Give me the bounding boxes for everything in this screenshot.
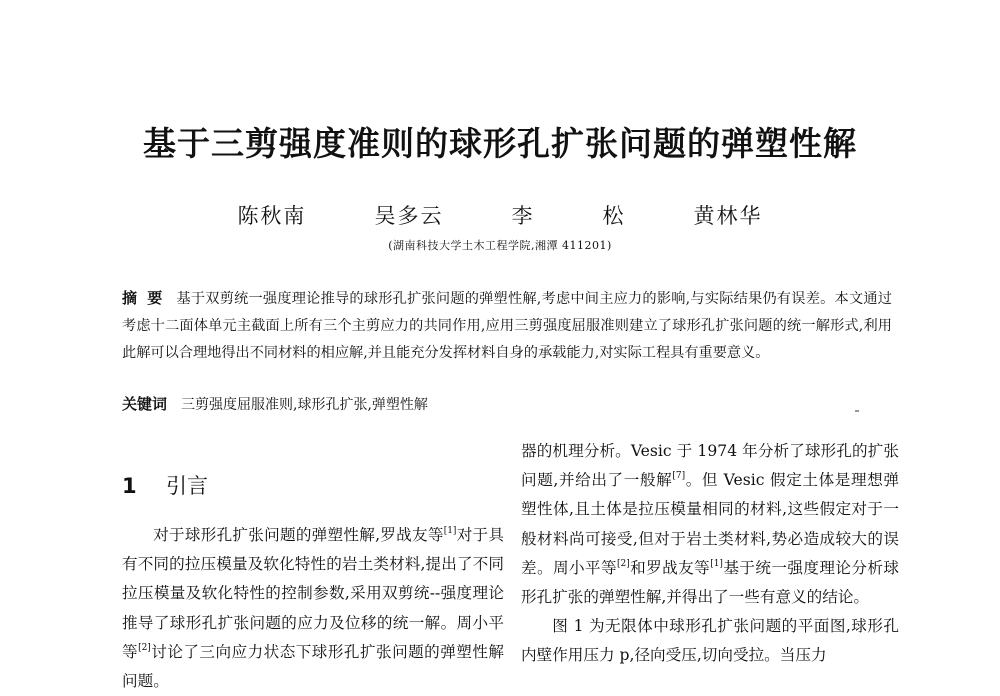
text-run: 器的机理分析。Vesic 于 1974 年分析了球形孔的扩张问题,并给出了一般解: [521, 442, 899, 490]
abstract-text: 基于双剪统一强度理论推导的球形孔扩张问题的弹塑性解,考虑中间主应力的影响,与实际结果仍有误差。本文通过考虑十二面体单元主截面上所有三个主剪应力的共同作用,应用三剪强度屈服准则建立了球形孔扩张问题的统一解形式,利用此解可以合理地得出不同材料的相应解,并且能充分发挥材料自身的承载能力,对实际工程具有重要意义。: [122, 291, 892, 361]
keywords-label: 关键词: [122, 395, 168, 413]
abstract-label: 摘要: [122, 289, 173, 307]
paper-title: 基于三剪强度准则的球形孔扩张问题的弹塑性解: [143, 124, 857, 163]
text-run: 对于具有不同的拉压模量及软化特性的岩土类材料,提出了不同拉压模量及软化特性的控制参数,采用双剪统--强度理论推导了球形孔扩张问题的应力及位移的统一解。周小平等: [122, 526, 504, 661]
citation-ref: [1]: [443, 526, 457, 536]
keywords-text: 三剪强度屈服准则,球形孔扩张,弹塑性解: [181, 397, 428, 413]
abstract: [122, 285, 892, 367]
scan-speck: [855, 410, 859, 412]
right-column: [521, 437, 899, 671]
citation-ref: [7]: [672, 471, 686, 482]
text-run: 基于统一强度理论分析球形孔扩张的弹塑性解,并得出了一些有意义的结论。: [521, 558, 899, 607]
left-paragraph: [122, 521, 504, 696]
keywords: [122, 393, 892, 414]
text-run: 讨论了三向应力状态下球形孔扩张问题的弹塑性解问题。: [122, 642, 504, 691]
citation-ref: [2]: [138, 642, 151, 653]
section-title: 引言: [166, 474, 208, 498]
affiliation: (湖南科技大学土木工程学院,湘潭 411201): [388, 239, 612, 252]
left-column: [122, 521, 504, 696]
right-paragraph-2: 图 1 为无限体中球形孔扩张问题的平面图,球形孔内壁作用压力 p,径向受压,切向受拉。当压力: [521, 617, 899, 665]
author-list: 陈秋南 吴多云 李 松 黄林华: [237, 204, 763, 228]
right-paragraph-1: [521, 437, 899, 612]
text-run: 对于球形孔扩张问题的弹塑性解,罗战友等: [153, 526, 444, 544]
text-run: 和罗战友等: [629, 558, 711, 577]
section-heading: [122, 470, 208, 500]
citation-ref: [2]: [617, 558, 630, 569]
text-run: 。但 Vesic 假定土体是理想弹塑性体,且土体是拉压模量相同的材料,这些假定对于一般材料尚可接受,但对于岩土类材料,势必造成较大的误差。周小平等: [521, 471, 899, 577]
citation-ref: [1]: [710, 558, 723, 569]
section-number: 1: [122, 474, 137, 498]
